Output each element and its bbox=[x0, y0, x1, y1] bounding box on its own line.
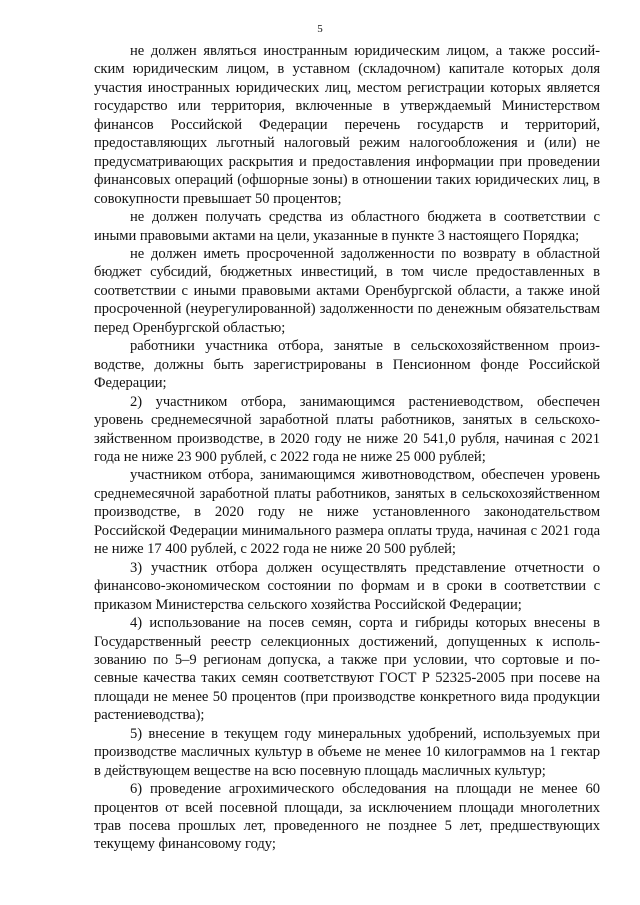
paragraph-regional-budget-funds: не должен получать средства из областного бюджета в соответствии с иными правовыми актами на цели, указанные в пункте 3 настоящего Порядка; bbox=[94, 209, 600, 244]
paragraph-livestock-wages: участником отбора, занимающимся животноводством, обеспечен уровень среднемесячной заработной платы работников, занятых в сельскохозяйственном производстве, в 2020 году не ниже установленного законодательством Российской Федерации минимального размера оплаты труда, начиная с 2021 года не ниже 17 400 рублей, с 2022 года не ниже 20 500 рублей; bbox=[94, 467, 600, 558]
paragraph-item-2-crop-wages: 2) участником отбора, занимающимся растениеводством, обеспечен уровень среднемесячной заработной платы работников, занятых в сельскохозяйственном производстве, в 2020 году не ниже 20 541,0 рубля, начиная с 2021 года не ниже 23 900 рублей, с 2022 года не ниже 25 000 рублей; bbox=[94, 393, 600, 465]
paragraph-item-5-fertilizers: 5) внесение в текущем году минеральных удобрений, используемых при производстве масличных культур в объеме не менее 10 килограммов на 1 гектар в действующем веществе на всю посевную площадь масличных культур; bbox=[94, 725, 600, 779]
paragraph-overdue-debt: не должен иметь просроченной задолженности по возврату в областной бюджет субсидий, бюджетных инвестиций, в том числе предоставленных в соответствии с иными правовыми актами Оренбургской области, а также иной просроченной (неурегулированной) задолженности по денежным обязательствам перед Оренбургской областью; bbox=[94, 245, 600, 336]
paragraph-foreign-entity: не должен являться иностранным юридическим лицом, а также российским юридическим лицом, в уставном (складочном) капитале которых доля участия иностранных юридических лиц, местом регистрации которых является государство или территория, включенные в утверждаемый Министерством финансов Российской Федерации перечень государств и территорий, предоставляющих льготный налоговый режим налогообложения и (или) не предусматривающих раскрытия и предоставления информации при проведении финансовых операций (офшорные зоны) в отношении таких юридических лиц, в совокупности превышает 50 процентов; bbox=[94, 43, 600, 207]
paragraph-item-4-seeds: 4) использование на посев семян, сорта и гибриды которых внесены в Государственный реестр селекционных достижений, допущенных к использованию по 5–9 регионам допуска, а также при условии, что сортовые и посевные качества таких семян соответствуют ГОСТ Р 52325-2005 при посеве на площади не менее 50 процентов (при производстве конкретного вида продукции растениеводства); bbox=[94, 615, 600, 724]
document-body bbox=[94, 42, 600, 854]
paragraph-item-3-reporting: 3) участник отбора должен осуществлять представление отчетности о финансово-экономическом состоянии по формам и в сроки в соответствии с приказом Министерства сельского хозяйства Российской Федерации; bbox=[94, 559, 600, 613]
paragraph-pension-fund-registration: работники участника отбора, занятые в сельскохозяйственном производстве, должны быть зарегистрированы в Пенсионном фонде Российской Федерации; bbox=[94, 338, 600, 392]
page-number: 5 bbox=[317, 23, 323, 35]
paragraph-item-6-agrochemical-survey: 6) проведение агрохимического обследования на площади не менее 60 процентов от всей посевной площади, за исключением площади многолетних трав посева прошлых лет, проведенного не позднее 5 лет, предшествующих текущему финансовому году; bbox=[94, 781, 600, 853]
